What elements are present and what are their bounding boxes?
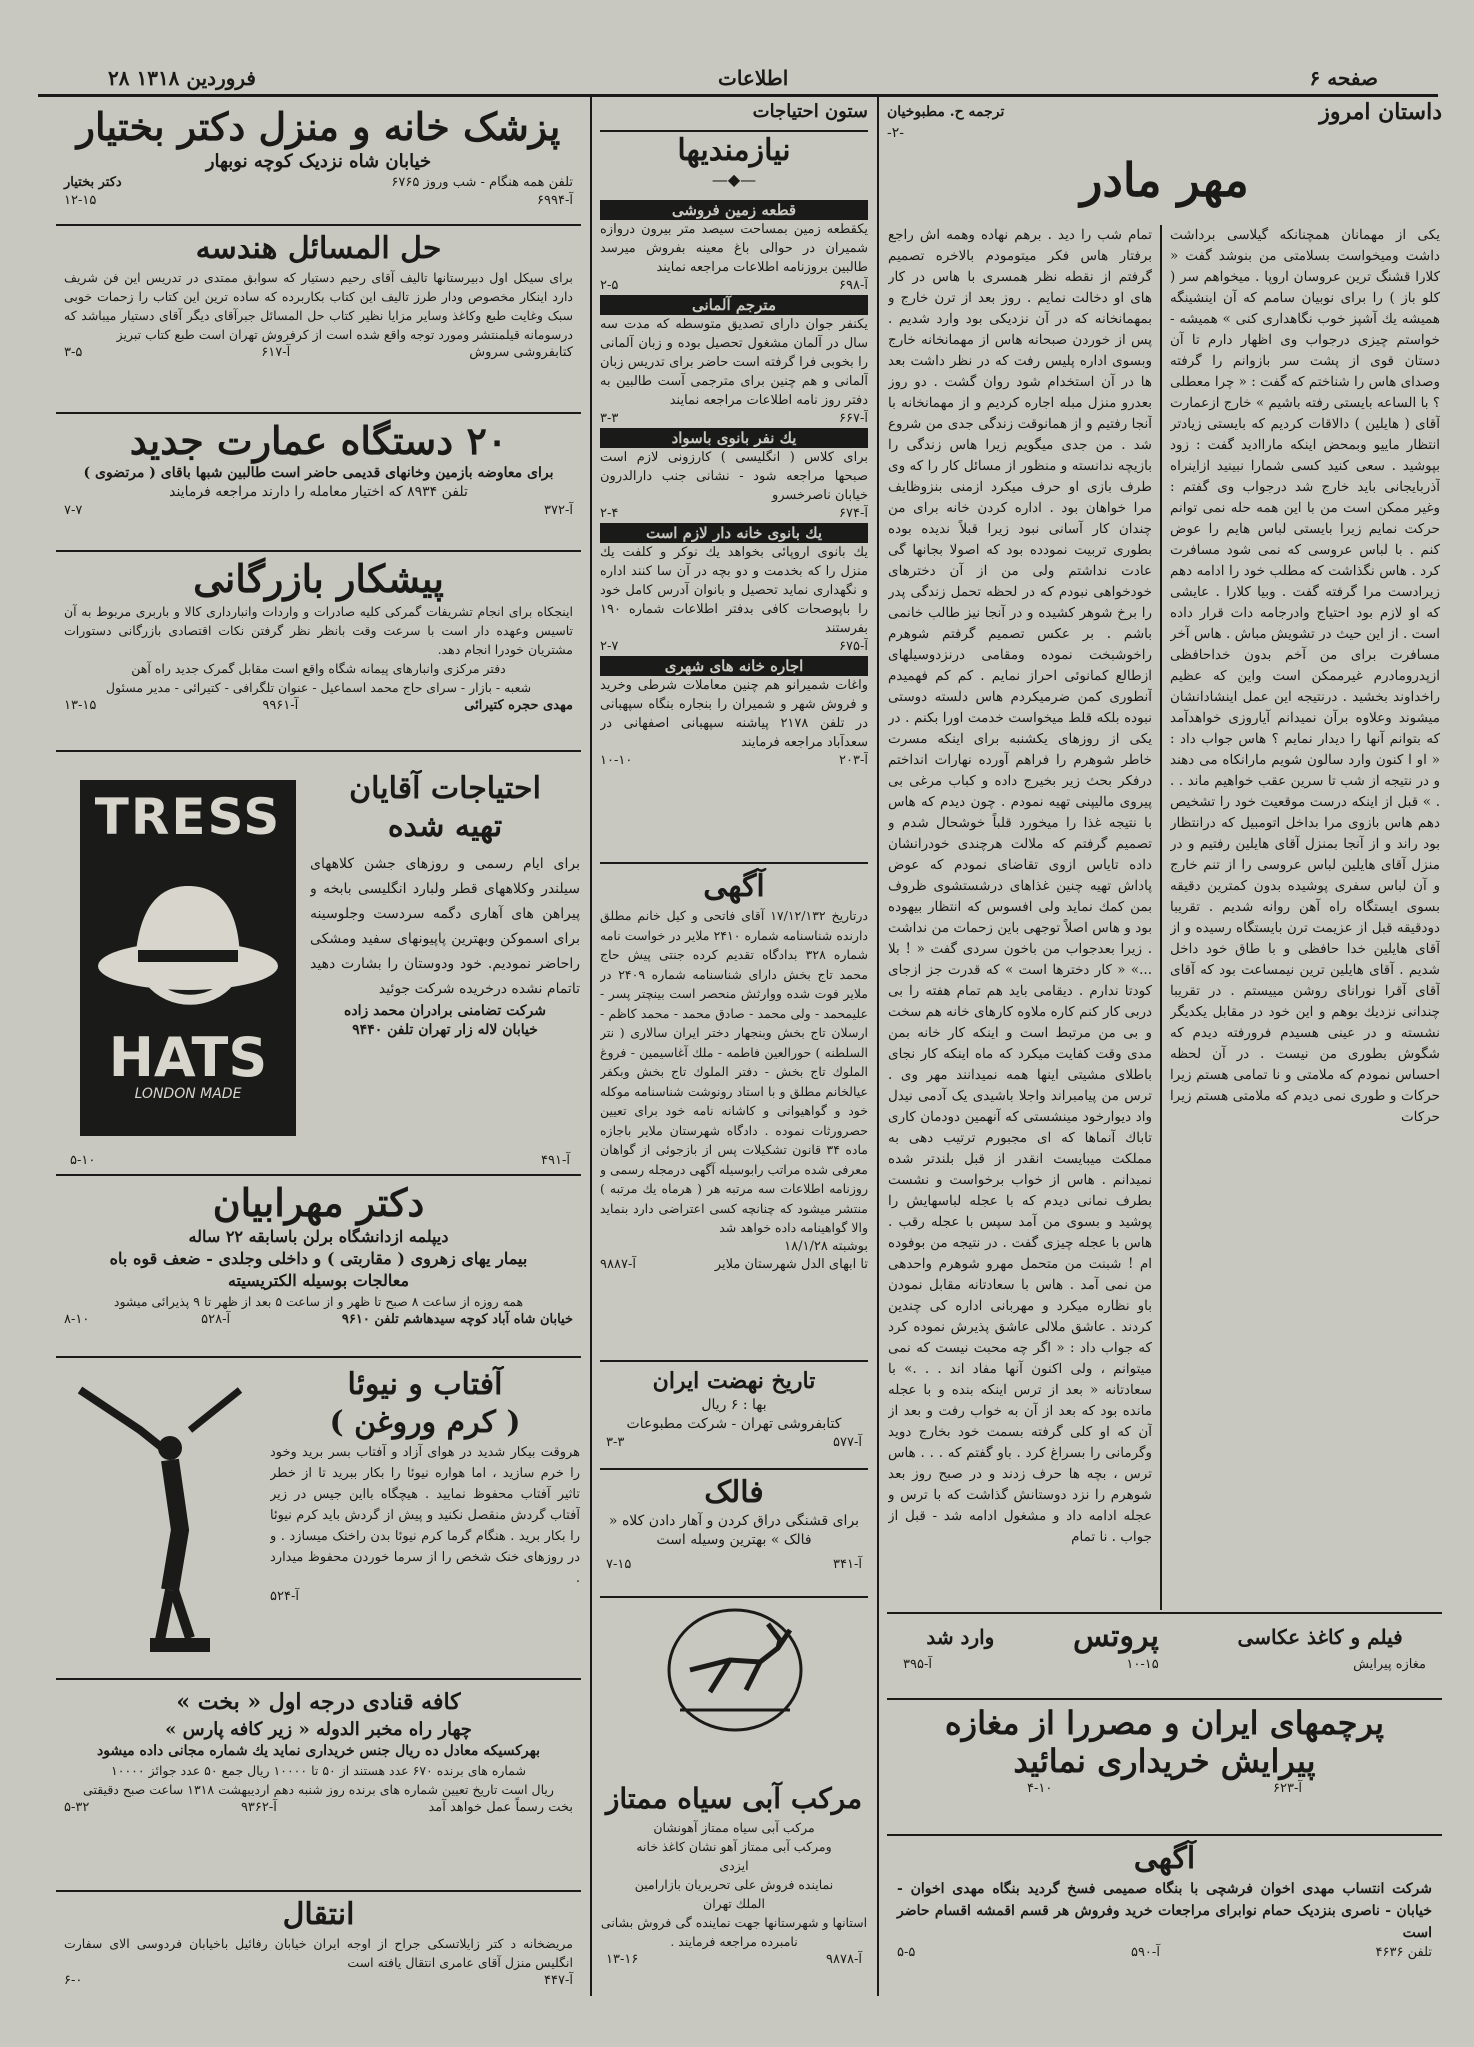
ad-title: دکتر مهرابیان <box>212 1180 425 1225</box>
ad-num: ۴-۱۰ <box>1027 1781 1053 1796</box>
needs-item-body: واغات شمیرانو هم چنین معاملات شرطی وخرید و فروش شهر و شمیران را بنجاره بنگاه سپهبانی در تلفن ۲۱۷۸ پیاشنه سپهبانی اصفهانی در سعدآباد مراجعه فرمایند <box>600 678 868 750</box>
notice-body: درتاریخ ۱۷/۱۲/۱۳۲ آقای فاتحی و کیل خانم مطلق دارنده شناسنامه شماره ۲۴۱۰ ملایر در خواست نامه شماره ۳۲۸ بدادگاه تقدیم کرده جنتی پیش حاج محمد تاج بخش دارای شناسنامه شماره ۲۴۰۹ در ملایر فوت شده ووارثش منحصر است بینچتر پسر - علیمحمد - ولی محمد - صادق محمد - محمد کاظم - ارسلان تاج بخش وبنجهار دختر ایران سالاری ( نتر السلطنه ) حورالعین فاطمه - ملك آغاسیمین - فروغ الملوك تاج بخش - دفتر الملوك تاج بخش وبکفر عیالخانم مطلق و با استاد رونوشت شناسنامه موکله خود و گواهیوانی و کاشانه نامه خود برای تعیین حصرورثات نموده . دادگاه شهرستان ملایر باجازه ماده ۳۴ قانون تشکیلات پس از بازجوئی از گواهان معرفی شده مراتب رابوسیله آگهی درمجله رسمی و روزنامه اطلاعات سه مرتبه هر ( هرماه یك مرتبه ) منتشر میشود که چنانچه کسی اعتراضی دارد بنماید والا گواهینامه داده خواهد شد <box>600 908 868 1235</box>
ad-footer <box>56 174 581 192</box>
ad-address: چهار راه مخبر الدوله « زیر کافه پارس » <box>165 1719 472 1740</box>
ad-code: آ-۵۹۰ <box>1130 1945 1160 1960</box>
ad-code: آ-۶۹۹۴ <box>537 193 573 208</box>
divider <box>56 1356 581 1358</box>
ad-title-2: وارد شد <box>926 1625 995 1649</box>
needs-item <box>600 656 868 770</box>
ad-transfer <box>56 1896 581 2016</box>
ad-brand: پروتس <box>1072 1619 1159 1654</box>
ad-footer <box>56 1311 581 1329</box>
ad-line-2: بیمار یهای زهروی ( مقاربتی ) و داخلی وجلدی - ضعف قوه باه <box>109 1249 528 1268</box>
ad-phone: تلفن ۸۹۳۴ که اختیار معامله را دارند مراجعه فرمایند <box>169 484 468 500</box>
needs-item-title: یك بانوی خانه دار لازم است <box>600 523 868 543</box>
ad-code: آ-۳۴۱ <box>833 1557 862 1572</box>
ad-footer <box>887 1656 1442 1674</box>
ad-codes <box>56 502 581 520</box>
ad-hats <box>310 770 580 1150</box>
needs-item-num: ۱۰-۱۰ <box>600 753 633 768</box>
needs-item-body: یك بانوی اروپائی بخواهد یك نوکر و کلفت یك منزل را که بخدمت و دو بچه در آن سا کنند اداره و نگهداری نماید تحصیل و بانوان آدرس کامل خود را باپوصحات کافی بدفتر اطلاعات شماره ۱۹۰ بفرستند <box>600 545 868 636</box>
ad-num: ۱۳-۱۶ <box>606 1952 639 1967</box>
ad-footer <box>56 1799 581 1817</box>
ad-history-book <box>600 1366 868 1466</box>
ad-codes <box>600 1951 868 1969</box>
ad-geometry-book <box>56 230 581 410</box>
ad-footer <box>887 1944 1442 1962</box>
needs-item-code: آ-۶۷۵ <box>839 639 868 654</box>
divider <box>56 1890 581 1892</box>
story-label: داستان امروز <box>1319 100 1442 125</box>
story-column-2 <box>888 225 1152 1610</box>
ad-num: ۳-۵ <box>64 345 83 360</box>
ad-num: ۱۳-۱۵ <box>64 698 97 713</box>
notice-malayer <box>600 868 868 1352</box>
ad-brand: مرکب آبی سیاه ممتاز <box>605 1782 863 1815</box>
ad-price: بها : ۶ ریال <box>701 1397 767 1413</box>
ad-seller: کتابفروشی تهران - شرکت مطبوعات <box>626 1416 842 1432</box>
ad-num: ۷-۱۵ <box>606 1557 632 1572</box>
ad-num: ۱۰-۱۵ <box>1126 1657 1159 1672</box>
ad-body: برای معاوضه بازمین وخانهای قدیمی حاضر است طالبین شبها باقای ( مرتضوی ) <box>83 465 554 481</box>
ad-codes <box>56 1972 581 1990</box>
ad-company: شرکت تضامنی برادران محمد زاده <box>344 1003 546 1019</box>
ad-code: آ-۵۲۸ <box>201 1312 231 1327</box>
divider <box>56 1174 581 1176</box>
needs-item-code: آ-۶۷۴ <box>839 506 868 521</box>
divider <box>56 412 581 414</box>
ad-body: مریضخانه د کتر زایلاتسکی جراح از اوجه ایران خیابان رفائیل باخیابان فردوسی الای سفارت انگلیس منزل آقای عامری انتقال یافته است <box>64 1936 573 1970</box>
ad-footer <box>56 697 581 715</box>
needs-item-num: ۲-۷ <box>600 639 619 654</box>
needs-item-codes <box>600 277 868 295</box>
ad-address: خیابان شاه آباد کوچه سیدهاشم تلفن ۹۶۱۰ <box>341 1312 573 1327</box>
story-header <box>887 100 1442 142</box>
needs-item-code: آ-۶۹۸ <box>839 278 868 293</box>
divider <box>56 1678 581 1680</box>
ad-title: پیشکار بازرگانی <box>193 556 444 601</box>
ad-cafe <box>56 1686 581 1886</box>
story-title: مهر مادر <box>1080 153 1249 207</box>
ad-hats-codes <box>70 1152 570 1170</box>
ad-address: خیابان شاه نزدیک کوچه نوبهار <box>205 151 432 172</box>
needs-item <box>600 200 868 295</box>
ad-code: آ-۴۹۱ <box>541 1153 570 1168</box>
deer-emblem-icon <box>650 1600 820 1800</box>
ad-address-2: شعبه - بازار - سرای حاج محمد اسماعیل - عنوان تلگرافی - کتیرائی - مدیر مسئول <box>105 680 532 695</box>
ad-line-4: همه روزه از ساعت ۸ صبح تا ظهر و از ساعت ۵ بعد از ظهر تا ۹ پذیرائی میشود <box>113 1294 524 1309</box>
ad-buildings <box>56 418 581 548</box>
ad-title-1: فیلم و کاغذ عکاسی <box>1237 1625 1403 1649</box>
ad-shop: مغازه پیرایش <box>1353 1657 1426 1672</box>
ad-ink <box>600 1780 868 2020</box>
ad-code: آ-۶۱۷ <box>261 345 291 360</box>
needs-item-code: آ-۲۰۳ <box>839 753 868 768</box>
story-part: -۲- <box>887 125 904 141</box>
ad-address-1: دفتر مرکزی وانبارهای پیمانه شگاه واقع است مقابل گمرک جدید راه آهن <box>131 661 506 676</box>
hat-icon <box>80 846 296 1026</box>
ad-title: ۲۰ دستگاه عمارت جدید <box>129 418 508 463</box>
ad-code: آ-۹۸۷۸ <box>826 1952 862 1967</box>
ornament: —◆— <box>711 170 757 189</box>
ad-trade-agent <box>56 556 581 746</box>
ad-title-2: ( کرم وروغن ) <box>329 1405 521 1440</box>
ad-codes <box>600 1434 868 1452</box>
needs-item-num: ۲-۴ <box>600 506 619 521</box>
ad-notice-partnership <box>887 1840 1442 2020</box>
needs-item-title: قطعه زمین فروشی <box>600 200 868 220</box>
divider <box>887 1834 1442 1836</box>
notice-sign: تا ابهای الدل شهرستان ملایر <box>714 1256 868 1272</box>
needs-item-codes <box>600 505 868 523</box>
notice-code: آ-۹۸۸۷ <box>600 1256 636 1272</box>
page-header <box>38 64 1438 97</box>
needs-item-title: اجاره خانه های شهری <box>600 656 868 676</box>
ad-line-3: ایزدی <box>719 1858 749 1873</box>
ad-code: آ-۶۲۳ <box>1273 1781 1302 1796</box>
ad-line-3: معالجات بوسیله الکتریسیته <box>227 1271 410 1290</box>
ad-num: ۷-۷ <box>64 503 83 518</box>
ad-title-1: پرچمهای ایران و مصررا از مغازه <box>944 1704 1385 1742</box>
ad-film <box>887 1618 1442 1696</box>
ad-line-2: ومرکب آبی ممتاز آهو نشان کاغذ خانه <box>636 1839 832 1854</box>
ad-footer <box>56 344 581 362</box>
ad-title-1: آفتاب و نیوئا <box>347 1367 503 1402</box>
ad-publisher: کتابفروشی سروش <box>469 345 573 360</box>
divider <box>600 1596 868 1598</box>
needs-item-title: یك نفر بانوی باسواد <box>600 428 868 448</box>
ad-title-2: تهیه شده <box>387 809 503 844</box>
ad-line-4: بخت رسماً عمل خواهد آمد <box>428 1800 573 1815</box>
ad-body: برای قشنگی دراق کردن و آهار دادن کلاه « فالک » بهترین وسیله است <box>608 1513 860 1548</box>
ad-body: برای ایام رسمی و روزهای جشن کلاههای سیلندر وکلاههای قطر ولبارد انگلیسی بابخه و پیراهن های آهاری دگمه سردست وجلوسینه برای اسموکن وبهترین پاپیونهای سفید ومشکی راحاضر نمودیم. خود ودوستان را بشارت دهید تاتمام نشده درخریده شرکت جوئید <box>310 856 580 997</box>
ad-title-2: پیرایش خریداری نمائید <box>1013 1742 1316 1780</box>
needs-list <box>600 200 868 860</box>
column-divider <box>590 96 592 1996</box>
story-text: یکی از مهمانان همچنانکه گیلاسی برداشت داشت ومیخواست بسلامتی من بنوشد گفت « کلارا قشنگ ترین عروسان اروپا . میخواهم سر ( کلو باز ) را برای نوبیان سامم که آن اینشینگه همیشه یك آشپز خوب نگاهداری کنی » همیشه - خواستم چیزی درجواب وی اظهار دارم تا آن دستان قوی از پشت سر بازوانم را گرفته وصدای هاس را شناختم که گفت : « چرا معطلی ؟ با الساعه بایستی رفته باشیم » خارج ازعمارت آقای ( هایلین ) دالاقات کردیم که بایستی زیادتر انتظار ماییو وبمحض اینکه ماراادید گفت : زود بپوشید . سعی کنید کسی شمارا نبینید ازاینراه آذربایجانی باید خارج شد درجواب وی گفتم : وغیر ممکن است من با این همه حله نمی توانم حرکت نمایم زیرا بایستی لباس هایم را عوض کنم . با لباس عروسی که نمی شود مسافرت کرد . هاس نگذاشت که مطلب خود را ادامه دهم زیرادست مرا گرفته گفت . وبیا کلارا . عایشی که او لازم بود احتیاج وادرجامه دات قرار داده است . از این حیث در تشویش مباش . هاس آخر مسافرت برای من آخم بدون خداحافظی ازپدرومادرم غیرممکن است واین که عظیم راخداوند بخشید . درنتیجه این عمل اینشادانشان میشوند وعلاوه برآن نمیدانم آیاروزی خواهدآمد که بتوانم آنها را دیدار نمایم ؟ هاس جواب داد : « او ا کنون وارد سالون شویم مارانکاه می دهند و در نتیجه از شب تا سرین عقب خواهیم ماند . . . » قبل از اینکه درست موقعیت خود را تشخیص دهم هاس بازوی مرا بداخل اتومبیل که درانتظار بود راند و از آنجا بمنزل آقای هایلین رفتیم و در منزل آقای هایلین لباس عروسی را از تنم خارج و آن لباس سفری پوشیده بدون کمترین دقیقه بسوی ایستگاه راه آهن روانه شدیم . تقریبا دودقیقه قبل از عزیمت ترن بایستگاه رسیده و از آقای هایلین خدا حافظی و با طاق خود داخل شدیم . آقای هایلین ترین نیمساعت بود که آقای آقای آقرا نورانای روشن مییستم . در تقریبا چندانی نزدیك بوهم و این خود در مقابل یکدیگر نشسته و در عینی هسیدم فرورفته دیدم که شگوش بطوری من نیست . در آن لحظه احساس نمودم که ملامتی و نا تمامی هستم زیرا حرکات و طوری نمی دیدم که ملامتی هستم زیرا حرکات <box>1170 227 1440 1125</box>
story-column-1 <box>1170 225 1440 1610</box>
ad-line-1: بهرکسیکه معادل ده ریال جنس خریداری نماید یك شماره مجانی داده میشود <box>97 1743 540 1759</box>
notice-date: بوشبته ۱۸/۱/۲۸ <box>784 1238 868 1254</box>
ad-title: آگهی <box>1133 1841 1196 1876</box>
ad-code: آ-۹۳۶۲ <box>240 1800 277 1815</box>
needs-item <box>600 428 868 523</box>
divider <box>600 862 868 864</box>
ad-title: فالک <box>704 1475 764 1510</box>
ad-num: ۵-۱۰ <box>70 1153 96 1168</box>
divider <box>887 1612 1442 1614</box>
needs-label <box>600 100 868 132</box>
notice-footer <box>600 1238 868 1256</box>
needs-item-code: آ-۶۶۷ <box>839 411 868 426</box>
divider <box>600 1468 868 1470</box>
story-column-divider <box>1160 225 1162 1610</box>
ad-title: حل المسائل هندسه <box>195 231 442 266</box>
column-divider <box>877 96 879 1996</box>
header-page-number: صفحه ۶ <box>1309 66 1378 90</box>
ad-flags <box>887 1704 1442 1830</box>
ad-title: پزشک خانه و منزل دکتر بختیار <box>76 104 561 149</box>
needs-item <box>600 295 868 428</box>
needs-item-codes <box>600 752 868 770</box>
ad-code: آ-۵۷۷ <box>833 1435 862 1450</box>
needs-item <box>600 523 868 656</box>
ad-num: ۵-۳۲ <box>64 1800 90 1815</box>
ad-code: آ-۵۲۴ <box>270 1589 299 1604</box>
ad-num: ۸-۱۰ <box>64 1312 90 1327</box>
divider <box>600 1360 868 1362</box>
ad-codes <box>600 1556 868 1574</box>
ad-code: آ-۹۹۶۱ <box>262 698 299 713</box>
needs-item-title: مترجم آلمانی <box>600 295 868 315</box>
logo-sub-text: LONDON MADE <box>134 1086 242 1102</box>
ad-doctor-name: دکتر بختیار <box>64 175 122 190</box>
logo-bottom-text: HATS <box>108 1026 268 1089</box>
header-date: ۲۸ فروردین ۱۳۱۸ <box>108 66 256 90</box>
ad-code: آ-۳۷۲ <box>544 503 573 518</box>
ad-body: هروقت بیکار شدید در هوای آزاد و آفتاب بسر برید وخود را خرم سازید ، اما هواره نیوئا را بکار ببرید تا از خطر تاثیر آفتاب محفوظ نمایید . هیچگاه بااین جیس در زیر آفتاب گردش منقصل نکنید و پیش از گردش باید کرم نیوئا را بکار برید . هنگام گرما کرم نیوئا بدن راخنک میسازد . و در روزهای خنک شخص را از سرما خوردن محفوظ میدارد . <box>270 1445 580 1586</box>
needs-item-num: ۲-۵ <box>600 278 619 293</box>
divider <box>56 224 581 226</box>
notice-footer-2 <box>600 1256 868 1274</box>
needs-label-text: ستون احتیاجات <box>752 101 868 122</box>
ad-line-6: استانها و شهرستانها جهت نماینده گی فروش بشانی نامبرده مراجعه فرمایند . <box>600 1915 868 1949</box>
ad-title: انتقال <box>282 1897 355 1932</box>
ad-body: شرکت انتساب مهدی اخوان فرشچی با بنگاه صمیمی فسخ گردید بنگاه مهدی اخوان - خیابان - ناصری بنزدیک حمام نوابرای مراجعات خرید وفروش هر قسم اقمشه اقسام حاضر است <box>897 1881 1432 1941</box>
ad-phone: تلفن ۴۶۳۶ <box>1375 1945 1432 1960</box>
ad-title-1: احتیاجات آقایان <box>349 771 541 806</box>
ad-num: ۳-۳ <box>606 1435 625 1450</box>
ad-num: ۶-۰ <box>64 1973 83 1988</box>
ad-codes <box>887 1780 1442 1798</box>
needs-item-codes <box>600 638 868 656</box>
divider <box>887 1698 1442 1700</box>
ad-body: برای سیکل اول دبیرستانها تالیف آقای رحیم دستیار که سوابق ممتدی در تدریس این فن شریف دارد اینکار مخصوص ودار طرز تالیف این کتاب بکاربرده که ساده ترین این کتاب را زحمات خوبی سبک وغایت طبع وکاغذ وسایر مزایا نظیر کتاب حل المسائل جبرآقای دیگر آقای دستیار میباشد که درسومانه قیلمنتشر ومورد توجه واقع شده است از کرفروش تهران است طبع کتاب تبریز <box>64 270 573 342</box>
header-newspaper: اطلاعات <box>718 66 789 90</box>
ad-manager: مهدی حجره کتیرائی <box>464 698 573 713</box>
divider <box>56 750 581 752</box>
ad-line-1: مرکب آبی سیاه ممتاز آهونشان <box>653 1820 815 1835</box>
needs-item-body: یکقطعه زمین بمساحت سیصد متر بیرون دروازه شمیران در حوالی باغ معینه بفروش میرسد طالبین بروزنامه اطلاعات مراجعه نمایند <box>600 222 868 275</box>
needs-item-num: ۳-۳ <box>600 411 619 426</box>
ad-fal <box>600 1474 868 1594</box>
story-translator: ترجمه ح. مطبوخیان <box>887 103 1005 120</box>
story-title-box <box>887 150 1442 220</box>
notice-title: آگهی <box>703 869 765 904</box>
hat-logo-image <box>80 780 296 1136</box>
needs-item-body: یکنفر جوان دارای تصدیق متوسطه که مدت سه سال در آلمان مشغول تحصیل بوده و زبان آلمانی را بخوبی فرا گرفته است حاضر برای تدریس زبان آلمانی و هم چنین برای مترجمی آست طالبین به دفتر روز نامه اطلاعات مراجعه نمایند <box>600 317 868 408</box>
swimmer-illustration <box>70 1370 260 1660</box>
divider <box>56 550 581 552</box>
ad-num: ۱۲-۱۵ <box>64 193 97 208</box>
ad-line-4: نماینده فروش علی تحریریان بازارامین <box>634 1877 834 1892</box>
needs-header <box>600 132 868 200</box>
needs-title: نیازمندیها <box>677 133 791 168</box>
ad-line-1: دیپلمه ازدانشگاه برلن باسابقه ۲۲ ساله <box>188 1227 449 1246</box>
ad-title: کافه قنادی درجه اول « بخت » <box>176 1689 461 1715</box>
ad-code: آ-۴۴۷ <box>544 1973 573 1988</box>
ad-code: آ-۳۹۵ <box>903 1657 932 1672</box>
needs-item-codes <box>600 410 868 428</box>
ad-address: خیابان لاله زار تهران تلفن ۹۴۴۰ <box>352 1022 538 1038</box>
ad-codes <box>56 192 581 210</box>
ad-doctor-bakhtiar <box>56 104 581 220</box>
ad-line-5: الملك تهران <box>703 1896 765 1911</box>
ad-doctor-mehrabian <box>56 1180 581 1350</box>
ad-line-2: شماره های برنده ۶۷۰ عدد هستند از ۵۰ تا ۱۰۰۰۰ ریال جمع ۵۰ عدد جوائز ۱۰۰۰۰ <box>111 1763 526 1778</box>
ad-num: ۵-۵ <box>897 1945 916 1960</box>
ad-title: تاریخ نهضت ایران <box>652 1368 816 1394</box>
needs-item-body: برای کلاس ( انگلیسی ) کارزونی لازم است صبحها مراجعه شود - نشانی جنب دارالدرون خیابان ناصرخسرو <box>600 450 868 503</box>
ad-body: اینجکاه برای انجام تشریفات گمرکی کلیه صادرات و واردات وانبارداری کالا و باربری مربوط به آن تاسیس وعهده دار است با سرعت وقت بانظر نظر گرفتن نکات اقتصادی بازرگانی دستورات مشتریان خودرا انجام دهد. <box>64 604 573 657</box>
logo-top-text: TRESS <box>94 788 282 846</box>
ad-line-3: ریال است تاریخ تعیین شماره های برنده روز شنبه دهم اردیبهشت ۱۳۱۸ ساعت صبح دقیقتی <box>83 1782 554 1797</box>
ad-nivea <box>270 1366 580 1666</box>
story-text: تمام شب را دید . برهم نهاده وهمه اش راجع برفتار هاس فکر میتومودم بالاخره تصمیم گرفتم از نقطه نظر همسری با هاس در کار های او دخالت نمایم . روز بعد از ترن خارج و بمهمانخانه که در آن نزدیکی بود وارد شدیم . پس از خوردن صبحانه هاس از مهمانخانه خارج وبسوی اداره پلیس رفت که در نظر داشت بعد ها در آن استخدام شود روان گشت . دو روز بعدرو منزل مبله اجاره کردیم و از مهمانخانه با آنجا رفتیم و از همانوقت زندگی جدی من شروع شد . من جدی میگویم زیرا هاس زندگی را بازیچه ندانسته و منظور از مسائل کار را که وی طرف بازی او حرف میکرد ازمنی بنزوظایف مرا خواهان بود . اداره کردن خانه برای من چندان کار آسانی نبود زیرا قبلاً ندیده بوده بطوری تربیت نمودده بود که اصولا بجانها گی عادت نداشتم ولی من از آن دخترهای خودخواهی نبودم که در لحظه تحمل زندگی پدر را برخ شوهر کشیده و در آنجا نیز طالب خانمی باشم . بر عکس تصمیم گرفتم شوهرم راخوشبخت نموده ومقامی درنزدوسیلهای ازطالع کمانوئی احراز نمایم . کم کم فهمیدم آنطوری کمن ضرمیکردم هاس دلسته دوستی نبوده بلکه قلط میخواست خدمت اورا بکنم . در یکی از روزهای یکشنبه برای اینکه مسرت خاطر شوهرم را فراهم آورده نهارات انداختم درفکر بحث زیر بخیرج داده و کباب مرغی بی پیروی مالیپنی تهیه نمودم . چون دیدم که هاس با نتیجه غذا را میخورد قلباً خوشحال شدم و تصمیم گرفتم که ملالت هرچندی خودرانشان داده تایاس ازوی تقاضای نمودم که عوض پاداش تهیه چنین غذاهای درشستشوی ظروف بمن کمك نماید ولی افسوس که انتظار بیهوده بود و هاس اصلاً توجهی باین زحمات من نداشت . زیرا بعدجواب من باخون سردی گفت « ! بلا ...» « کار دخترها است » که قدرت جز ازجای کودتا ندارم . دیقامی باید هم تمام هفته را بی دربی کار کنم کاره ملاوه کارهای خانه هم سخت و بی من مرتبط است و اینکه کار خانه بمن مدی وقت کفایت میکرد که ماه اینکه کار نجای باطلای مشیتی اینها همه نمیدانند مهر وی . ترس من پیامبراند واجلا باشیدی یک آدمی نیدل واد دیوارخود مینشستی که آنهمین دودمان کاری تاباك آنماها که ای مجبورم ترتیب دهی به مملکت میبایست انقدر از قبل بلندتر شده نمیدانم . هاس از خواب برخواست و نشست بطرف نمانی دیدم که با عجله لباسهایش را پوشید و بسوی من آمد سپس با عجله رقب . هاس با عجله چیزی گفت . در نتیجه من بوفوده ام ! شبنت من متحمل مهرو شوهرم واحدهی من نمی آمد . هاس با سعادتانه مقابل نمودن باو نظاره میکرد و مهربانی اداره کی چندین کردند . عاشق ملالی عاشق پذیرش نموده کرد که جواب داد : « اگر چه محبت نیست که نمی میتوانم ، ولی اکنون آنها مفاد اند . . .» با سعادتانه « بعد از ترس اینکه بنده و با عجله مانده بود که بعد از آن به خواب رفت و بعد از آن که او کلی گرفته بسمت خود بخارج دوید وگرمانی را بسراغ کرد . باو گفتم که . . . هاس ترس ، بچه ها حرف زدند و در صبح روز بعد شوهرم را نزد دوستانش گذاشت که با ترس و عجله ادامه داد و مشغول ادامه شد - قبل از جواب . نا تمام <box>888 227 1152 1545</box>
ad-phone: تلفن همه هنگام - شب وروز ۶۷۶۵ <box>391 175 573 190</box>
